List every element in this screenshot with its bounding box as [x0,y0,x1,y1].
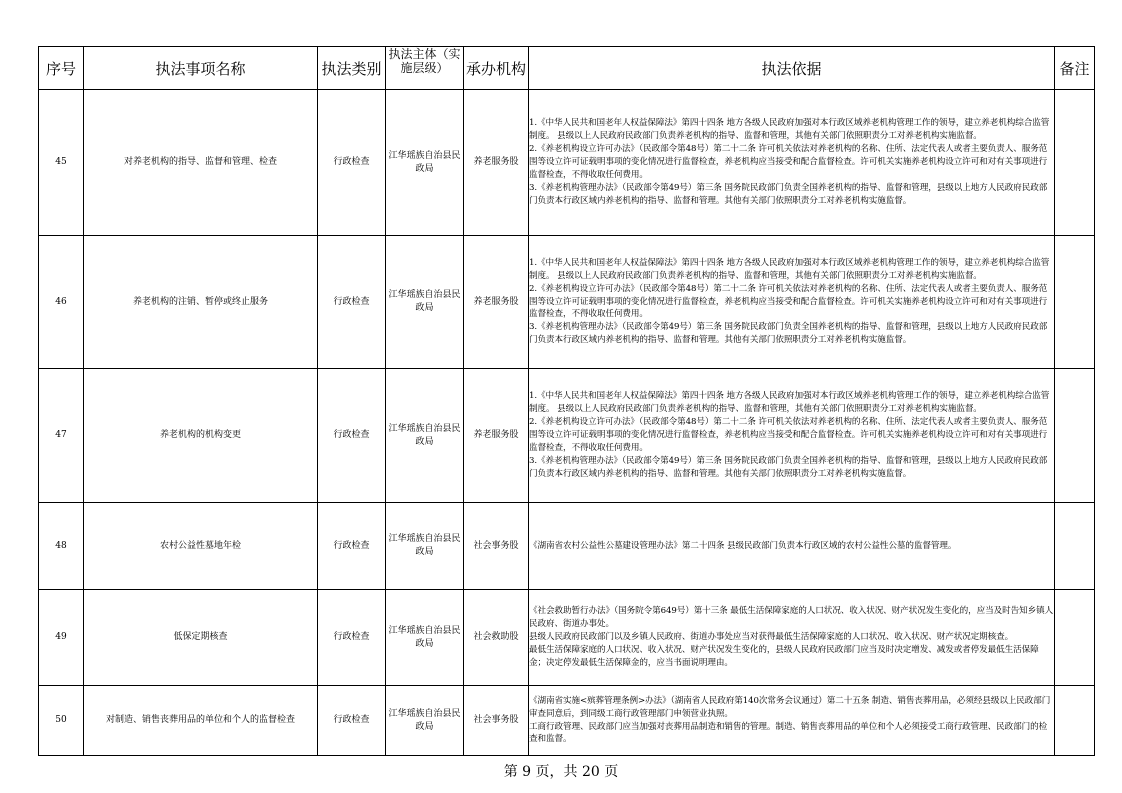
table-row [39,369,1095,503]
cell-basis [529,236,1055,369]
cell-remark [1055,236,1095,369]
basis-paragraph: 2.《养老机构设立许可办法》（民政部令第48号）第二十二条 许可机关依法对养老机构的名称、住所、法定代表人或者主要负责人、服务范围等设立许可证载明事项的变化情况进行监督检查，养老机构应当接受和配合监督检查。许可机关实施养老机构设立许可和对有关事项进行监督检查，不得收取任何费用。 [529,144,1048,180]
cell-name: 低保定期核查 [84,590,318,686]
cell-subject: 江华瑶族自治县民政局 [386,90,464,236]
cell-subject: 江华瑶族自治县民政局 [386,236,464,369]
basis-paragraph: 2.《养老机构设立许可办法》（民政部令第48号）第二十二条 许可机关依法对养老机构的名称、住所、法定代表人或者主要负责人、服务范围等设立许可证载明事项的变化情况进行监督检查，养老机构应当接受和配合监督检查。许可机关实施养老机构设立许可和对有关事项进行监督检查，不得收取任何费用。 [529,283,1048,320]
cell-category: 行政检查 [318,503,386,590]
cell-subject: 江华瑶族自治县民政局 [386,686,464,756]
cell-remark [1055,590,1095,686]
basis-paragraph: 最低生活保障家庭的人口状况、收入状况、财产状况发生变化的，县级人民政府民政部门应当及时决定增发、减发或者停发最低生活保障金；决定停发最低生活保障金的，应当书面说明理由。 [529,644,1039,668]
cell-name: 对养老机构的指导、监督和管理、检查 [84,90,318,236]
table-row [39,236,1095,369]
cell-category: 行政检查 [318,369,386,503]
basis-paragraph: 《社会救助暂行办法》（国务院令第649号）第十三条 最低生活保障家庭的人口状况、收入状况、财产状况发生变化的，应当及时告知乡镇人民政府、街道办事处。 [529,606,1054,630]
cell-basis [529,503,1055,590]
cell-dept: 社会事务股 [464,503,529,590]
cell-basis [529,686,1055,756]
header-remark: 备注 [1055,47,1095,90]
cell-subject: 江华瑶族自治县民政局 [386,369,464,503]
basis-paragraph: 3.《养老机构管理办法》（民政部令第49号）第三条 国务院民政部门负责全国养老机构的指导、监督和管理，县级以上地方人民政府民政部门负责本行政区域内养老机构的指导、监督和管理。其他有关部门依照职责分工对养老机构实施监督。 [529,455,1048,479]
cell-subject: 江华瑶族自治县民政局 [386,590,464,686]
cell-basis [529,369,1055,503]
cell-remark [1055,369,1095,503]
cell-dept: 社会事务股 [464,686,529,756]
cell-category: 行政检查 [318,90,386,236]
basis-paragraph: 工商行政管理、民政部门应当加强对丧葬用品制造和销售的管理。制造、销售丧葬用品的单位和个人必须接受工商行政管理、民政部门的检查和监督。 [529,721,1048,745]
header-category: 执法类别 [318,47,386,90]
cell-seq: 50 [39,686,84,756]
cell-dept: 养老服务股 [464,369,529,503]
cell-name: 农村公益性墓地年检 [84,503,318,590]
page-number: 第 9 页，共 20 页 [503,764,619,780]
basis-paragraph: 3.《养老机构管理办法》（民政部令第49号）第三条 国务院民政部门负责全国养老机构的指导、监督和管理，县级以上地方人民政府民政部门负责本行政区域内养老机构的指导、监督和管理。其他有关部门依照职责分工对养老机构实施监督。 [529,182,1048,206]
header-subject [386,47,464,90]
table-row [39,590,1095,686]
header-row [39,47,1095,90]
basis-paragraph: 1.《中华人民共和国老年人权益保障法》第四十四条 地方各级人民政府加强对本行政区域养老机构管理工作的领导，建立养老机构综合监管制度。 县级以上人民政府民政部门负责养老机构的指导、监督和管理，其他有关部门依照职责分工对养老机构实施监督。 [529,118,1050,142]
cell-seq: 46 [39,236,84,369]
cell-dept: 养老服务股 [464,236,529,369]
cell-category: 行政检查 [318,590,386,686]
cell-category: 行政检查 [318,236,386,369]
header-seq: 序号 [39,47,84,90]
enforcement-table [38,46,1095,756]
cell-basis [529,590,1055,686]
cell-remark [1055,90,1095,236]
cell-dept: 社会救助股 [464,590,529,686]
cell-remark [1055,503,1095,590]
cell-seq: 47 [39,369,84,503]
basis-paragraph: 2.《养老机构设立许可办法》（民政部令第48号）第二十二条 许可机关依法对养老机构的名称、住所、法定代表人或者主要负责人、服务范围等设立许可证载明事项的变化情况进行监督检查，养老机构应当接受和配合监督检查。许可机关实施养老机构设立许可和对有关事项进行监督检查，不得收取任何费用。 [529,417,1048,453]
cell-remark [1055,686,1095,756]
basis-paragraph: 《湖南省农村公益性公墓建设管理办法》第二十四条 县级民政部门负责本行政区域的农村公益性公墓的监督管理。 [529,540,957,551]
basis-paragraph: 1.《中华人民共和国老年人权益保障法》第四十四条 地方各级人民政府加强对本行政区域养老机构管理工作的领导，建立养老机构综合监管制度。 县级以上人民政府民政部门负责养老机构的指导、监督和管理，其他有关部门依照职责分工对养老机构实施监督。 [529,257,1050,281]
cell-subject: 江华瑶族自治县民政局 [386,503,464,590]
cell-seq: 49 [39,590,84,686]
basis-paragraph: 县级人民政府民政部门以及乡镇人民政府、街道办事处应当对获得最低生活保障家庭的人口状况、收入状况、财产状况定期核查。 [529,632,1014,643]
table-row [39,686,1095,756]
table-row [39,503,1095,590]
header-subject-text: 执法主体（实施层级） [388,47,461,75]
header-name: 执法事项名称 [84,47,318,90]
cell-name: 养老机构的注销、暂停或终止服务 [84,236,318,369]
cell-name: 对制造、销售丧葬用品的单位和个人的监督检查 [84,686,318,756]
header-dept: 承办机构 [464,47,529,90]
cell-seq: 48 [39,503,84,590]
basis-paragraph: 1.《中华人民共和国老年人权益保障法》第四十四条 地方各级人民政府加强对本行政区域养老机构管理工作的领导，建立养老机构综合监管制度。 县级以上人民政府民政部门负责养老机构的指导、监督和管理，其他有关部门依照职责分工对养老机构实施监督。 [529,391,1050,415]
header-basis: 执法依据 [529,47,1055,90]
basis-paragraph: 3.《养老机构管理办法》（民政部令第49号）第三条 国务院民政部门负责全国养老机构的指导、监督和管理，县级以上地方人民政府民政部门负责本行政区域内养老机构的指导、监督和管理。其他有关部门依照职责分工对养老机构实施监督。 [529,322,1048,346]
table-row [39,90,1095,236]
cell-basis [529,90,1055,236]
cell-name: 养老机构的机构变更 [84,369,318,503]
cell-seq: 45 [39,90,84,236]
cell-dept: 养老服务股 [464,90,529,236]
cell-category: 行政检查 [318,686,386,756]
basis-paragraph: 《湖南省实施<殡葬管理条例>办法》（湖南省人民政府第140次常务会议通过）第二十五条 制造、销售丧葬用品，必须经县级以上民政部门审查同意后，到同级工商行政管理部门申领营业执照。 [529,695,1051,719]
